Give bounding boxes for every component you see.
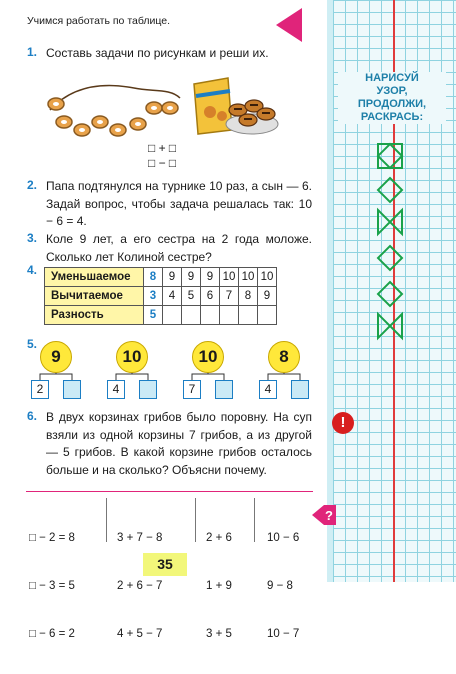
- table-cell: 4: [163, 287, 182, 306]
- pattern-instruction-line: УЗОР,: [376, 85, 408, 97]
- number-circle: 8: [268, 341, 300, 373]
- pattern-instruction-line: РАСКРАСЬ:: [360, 111, 424, 123]
- task-text: Коле 9 лет, а его сестра на 2 года моложе. Сколько лет Колиной сестре?: [46, 232, 312, 264]
- number-box: 4: [259, 380, 277, 399]
- exercise: 3 + 7 − 8: [117, 532, 163, 544]
- row-label: Вычитаемое: [45, 287, 144, 306]
- exercise: 2 + 6 − 7: [117, 580, 163, 592]
- pattern-instruction: [338, 72, 446, 124]
- page-number: 35: [143, 553, 187, 576]
- subtraction-table: [44, 267, 277, 325]
- table-cell: [239, 306, 258, 325]
- table-row: [45, 287, 277, 306]
- table-cell: 10: [239, 268, 258, 287]
- table-cell: 9: [201, 268, 220, 287]
- exercise-column: [29, 498, 75, 674]
- task-text: Составь задачи по рисункам и реши их.: [46, 46, 269, 60]
- expression-difference: □ − □: [148, 156, 177, 170]
- table-cell: 7: [220, 287, 239, 306]
- number-circle: 10: [192, 341, 224, 373]
- exercise-column: [117, 498, 162, 674]
- empty-answer-box[interactable]: [139, 380, 157, 399]
- table-cell: 9: [163, 268, 182, 287]
- exercise: 1 + 9: [206, 580, 232, 592]
- task-text: Папа подтянулся на турнике 10 раз, а сын — 6. Задай вопрос, чтобы задача решалась так: 10 − 6 = 4.: [46, 179, 312, 228]
- question-mark: ?: [325, 508, 333, 523]
- table-cell: [220, 306, 239, 325]
- question-flag-icon: [312, 505, 336, 525]
- beads-string-picture: [42, 78, 184, 140]
- row-label: Уменьшаемое: [45, 268, 144, 287]
- cookies-package-picture: [188, 74, 280, 140]
- task-text: В двух корзинах грибов было поровну. На суп взяли из одной корзины 7 грибов, а из другой — 5 грибов. В какой корзине грибов осталось больше и на сколько? Объясни почему.: [46, 410, 312, 477]
- task-number: 1.: [27, 45, 38, 59]
- number-circle: 10: [116, 341, 148, 373]
- empty-answer-box[interactable]: [291, 380, 309, 399]
- pink-flag-icon: [276, 8, 302, 42]
- table-row: [45, 268, 277, 287]
- number-box: 4: [107, 380, 125, 399]
- number-circle: 9: [40, 341, 72, 373]
- divider: [26, 491, 313, 492]
- table-cell: 5: [182, 287, 201, 306]
- table-cell: 6: [201, 287, 220, 306]
- empty-answer-box[interactable]: [63, 380, 81, 399]
- table-cell: 3: [144, 287, 163, 306]
- exercise: 10 − 6: [267, 532, 300, 544]
- page-header-title: Учимся работать по таблице.: [27, 15, 171, 27]
- table-row: [45, 306, 277, 325]
- pattern-instruction-line: НАРИСУЙ: [365, 72, 419, 84]
- task-number: 4.: [27, 263, 38, 277]
- column-divider: [254, 498, 255, 542]
- exercise-column: [267, 498, 299, 674]
- pattern-instruction-line: ПРОДОЛЖИ,: [357, 98, 427, 110]
- empty-answer-box[interactable]: [215, 380, 233, 399]
- table-cell: 8: [144, 268, 163, 287]
- table-cell: 5: [144, 306, 163, 325]
- table-cell: 10: [258, 268, 277, 287]
- row-label: Разность: [45, 306, 144, 325]
- exercise: 10 − 7: [267, 628, 300, 640]
- task-number: 3.: [27, 231, 38, 245]
- exercise: 3 + 5: [206, 628, 232, 640]
- exercise: □ − 3 = 5: [29, 580, 75, 592]
- number-box: 2: [31, 380, 49, 399]
- exercise: 2 + 6: [206, 532, 232, 544]
- exclamation-icon: !: [332, 412, 354, 434]
- column-divider: [195, 498, 196, 542]
- task-number: 2.: [27, 178, 38, 192]
- exercise: □ − 2 = 8: [29, 532, 75, 544]
- table-cell: 9: [258, 287, 277, 306]
- task-number: 6.: [27, 409, 38, 423]
- column-divider: [106, 498, 107, 542]
- table-cell: [163, 306, 182, 325]
- table-cell: 10: [220, 268, 239, 287]
- table-cell: 9: [182, 268, 201, 287]
- expression-sum: □ + □: [148, 141, 177, 155]
- exercise: 9 − 8: [267, 580, 293, 592]
- exercise-column: [206, 498, 232, 674]
- table-cell: [201, 306, 220, 325]
- exercise: □ − 6 = 2: [29, 628, 75, 640]
- task1-expressions: [148, 141, 176, 171]
- task-number: 5.: [27, 337, 38, 351]
- table-cell: [258, 306, 277, 325]
- green-pattern-drawing: [374, 140, 406, 340]
- table-cell: [182, 306, 201, 325]
- exercise: 4 + 5 − 7: [117, 628, 163, 640]
- table-cell: 8: [239, 287, 258, 306]
- number-box: 7: [183, 380, 201, 399]
